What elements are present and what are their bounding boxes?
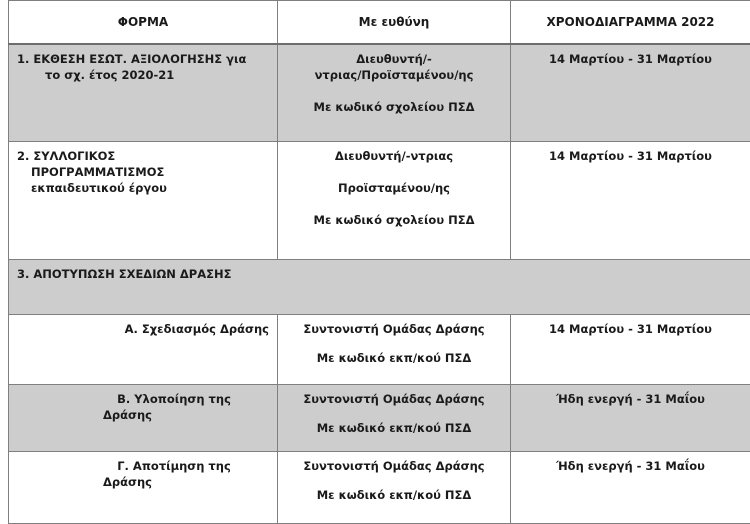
cell-schedule-5 [511,385,750,452]
cell-responsible-5 [278,385,511,452]
responsible-1-line-3: Με κωδικό σχολείου ΠΣΔ [286,100,502,116]
responsible-6-line-2: Με κωδικό εκπ/κού ΠΣΔ [286,488,502,504]
schedule-1-text: 14 Μαρτίου - 31 Μαρτίου [519,52,742,68]
form-2-line-3: εκπαιδευτικού έργου [17,181,269,197]
form-2-line-1: 2. ΣΥΛΛΟΓΙΚΟΣ [17,149,269,165]
cell-schedule-1 [511,44,750,142]
cell-form-5 [9,385,278,452]
cell-section-title-3: 3. ΑΠΟΤΥΠΩΣΗ ΣΧΕΔΙΩΝ ΔΡΑΣΗΣ [9,260,750,315]
table-header-row [9,1,750,45]
form-5-line-2: Δράσης [103,408,269,424]
responsible-4-line-1: Συντονιστή Ομάδας Δράσης [286,322,502,338]
responsible-5-line-2: Με κωδικό εκπ/κού ΠΣΔ [286,421,502,437]
responsible-4-line-2: Με κωδικό εκπ/κού ΠΣΔ [286,351,502,367]
form-6-block [17,459,269,491]
responsible-2-line-2: Προϊσταμένου/ης [286,181,502,197]
table-row [9,142,750,260]
form-1-line-2: το σχ. έτος 2020-21 [17,68,269,84]
form-1-line-1: 1. ΕΚΘΕΣΗ ΕΣΩΤ. ΑΞΙΟΛΟΓΗΣΗΣ για [17,52,269,68]
responsible-1-line-2: ντριας/Προϊσταμένου/ης [286,68,502,84]
responsible-1-line-1: Διευθυντή/- [286,52,502,68]
table-row [9,44,750,142]
cell-form-4 [9,315,278,385]
column-header-schedule: ΧΡΟΝΟΔΙΑΓΡΑΜΜΑ 2022 [511,1,750,45]
cell-schedule-2 [511,142,750,260]
schedule-5-text: Ήδη ενεργή - 31 Μαΐου [519,392,742,408]
form-2-line-2: ΠΡΟΓΡΑΜΜΑΤΙΣΜΟΣ [17,165,269,181]
form-5-line-1: Β. Υλοποίηση της [103,392,269,408]
schedule-2-text: 14 Μαρτίου - 31 Μαρτίου [519,149,742,165]
schedule-6-text: Ήδη ενεργή - 31 Μαΐου [519,459,742,475]
cell-responsible-1 [278,44,511,142]
cell-form-6 [9,452,278,524]
cell-responsible-6 [278,452,511,524]
cell-schedule-4 [511,315,750,385]
table-row [9,385,750,452]
responsible-2-line-1: Διευθυντή/-ντριας [286,149,502,165]
column-header-forma: ΦΟΡΜΑ [9,1,278,45]
form-6-line-1: Γ. Αποτίμηση της [103,459,269,475]
responsible-2-line-3: Με κωδικό σχολείου ΠΣΔ [286,213,502,229]
table-row-section [9,260,750,315]
schedule-table [8,0,750,524]
form-6-line-2: Δράσης [103,475,269,491]
table-row [9,452,750,524]
responsible-5-line-1: Συντονιστή Ομάδας Δράσης [286,392,502,408]
cell-form-1 [9,44,278,142]
cell-schedule-6 [511,452,750,524]
cell-responsible-4 [278,315,511,385]
cell-responsible-2 [278,142,511,260]
form-5-block [17,392,269,424]
table-row [9,315,750,385]
schedule-4-text: 14 Μαρτίου - 31 Μαρτίου [519,322,742,338]
responsible-6-line-1: Συντονιστή Ομάδας Δράσης [286,459,502,475]
cell-form-2 [9,142,278,260]
column-header-responsible: Με ευθύνη [278,1,511,45]
form-4-line-1: Α. Σχεδιασμός Δράσης [17,322,269,338]
